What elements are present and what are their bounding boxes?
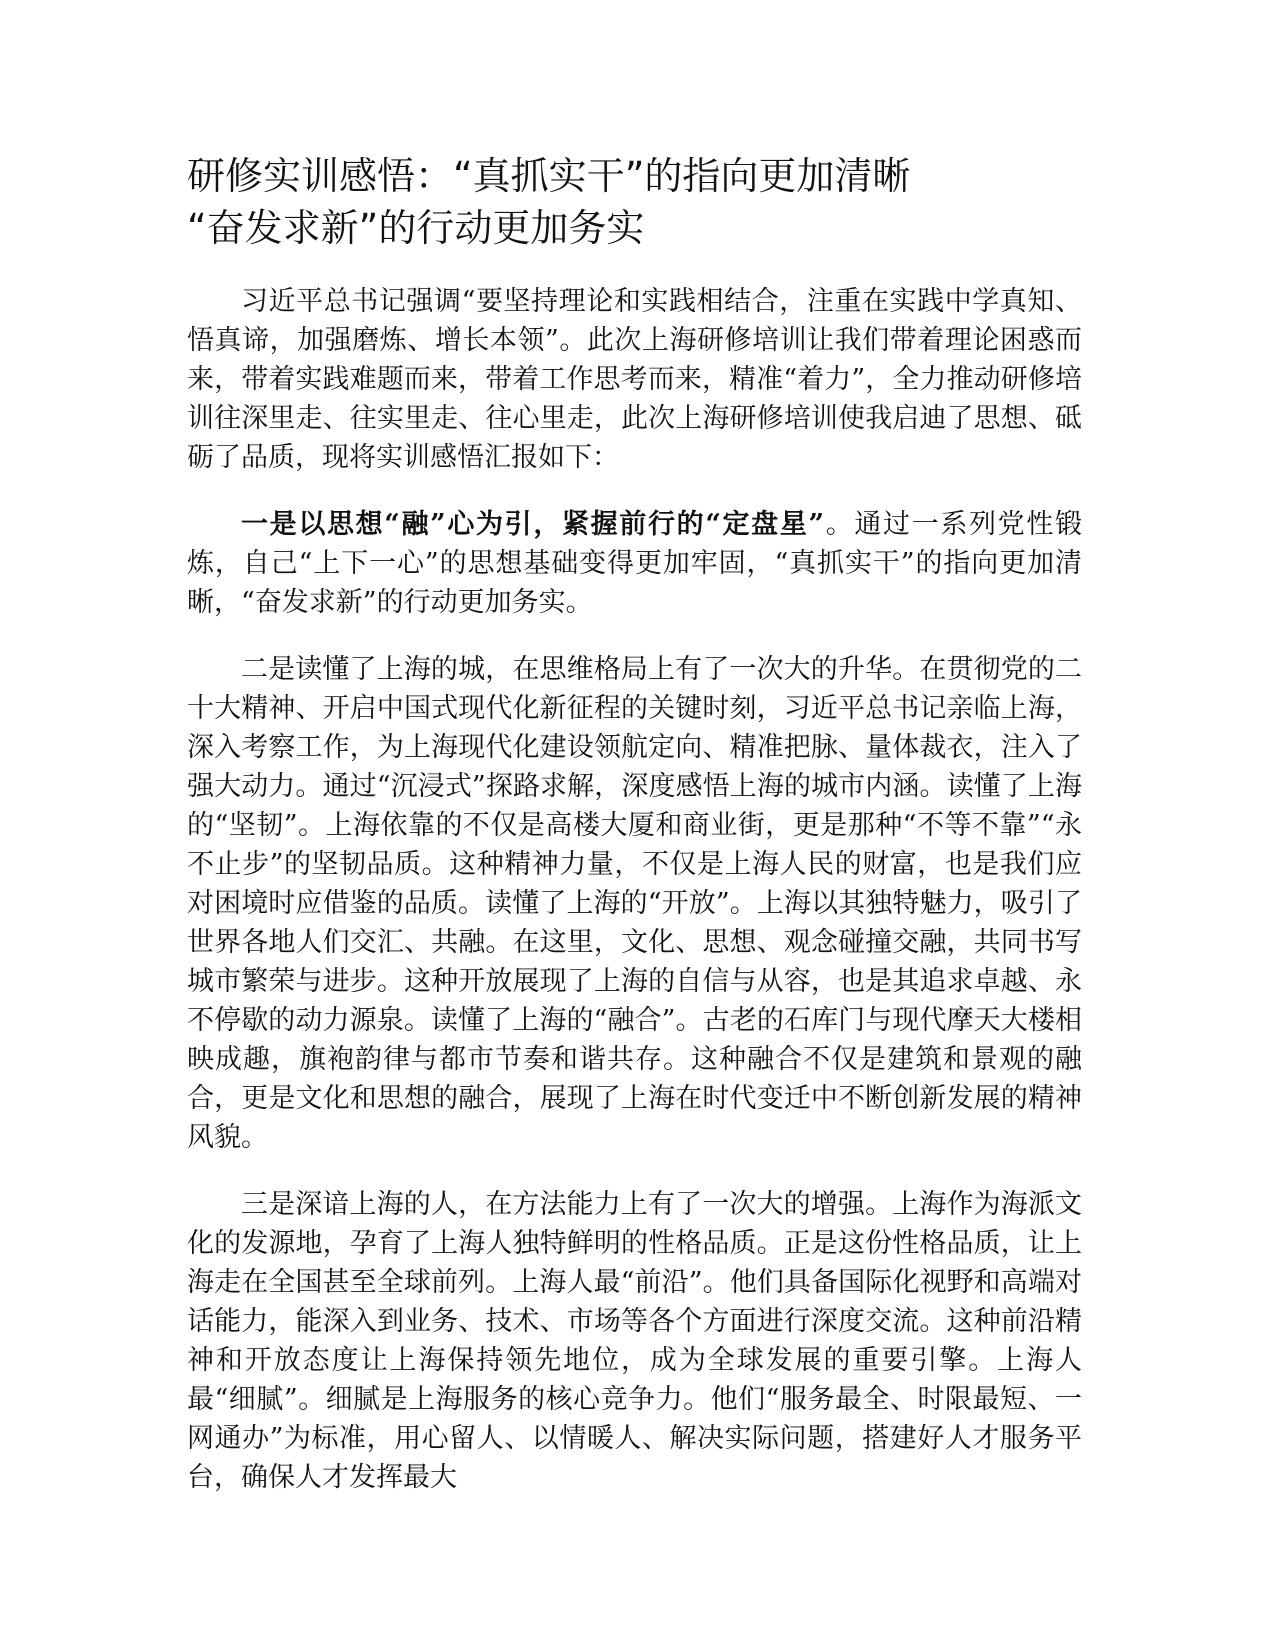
title-line-1: 研修实训感悟：“真抓实干”的指向更加清晰 — [187, 154, 911, 198]
paragraph-text: 二是读懂了上海的城，在思维格局上有了一次大的升华。在贯彻党的二十大精神、开启中国式现代化新征程的关键时刻，习近平总书记亲临上海，深入考察工作，为上海现代化建设领航定向、精准把脉、量体裁衣，注入了强大动力。通过“沉浸式”探路求解，深度感悟上海的城市内涵。读懂了上海的“坚韧”。上海依靠的不仅是高楼大厦和商业街，更是那种“不等不靠”“永不止步”的坚韧品质。这种精神力量，不仅是上海人民的财富，也是我们应对困境时应借鉴的品质。读懂了上海的“开放”。上海以其独特魅力，吸引了世界各地人们交汇、共融。在这里，文化、思想、观念碰撞交融，共同书写城市繁荣与进步。这种开放展现了上海的自信与从容，也是其追求卓越、永不停歇的动力源泉。读懂了上海的“融合”。古老的石库门与现代摩天大楼相映成趣，旗袍韵律与都市节奏和谐共存。这种融合不仅是建筑和景观的融合，更是文化和思想的融合，展现了上海在时代变迁中不断创新发展的精神风貌。 — [187, 654, 1082, 1153]
paragraph-point-3 — [187, 1185, 1082, 1497]
paragraph-intro — [187, 282, 1082, 477]
paragraph-text: 习近平总书记强调“要坚持理论和实践相结合，注重在实践中学真知、悟真谛，加强磨炼、增长本领”。此次上海研修培训让我们带着理论困惑而来，带着实践难题而来，带着工作思考而来，精准“着力”，全力推动研修培训往深里走、往实里走、往心里走，此次上海研修培训使我启迪了思想、砥砺了品质，现将实训感悟汇报如下： — [187, 286, 1082, 473]
paragraph-lead: 一是以思想“融”心为引，紧握前行的“定盘星” — [241, 509, 825, 540]
document-page — [187, 150, 1082, 1525]
paragraph-text: 三是深谙上海的人，在方法能力上有了一次大的增强。上海作为海派文化的发源地，孕育了上海人独特鲜明的性格品质。正是这份性格品质，让上海走在全国甚至全球前列。上海人最“前沿”。他们具备国际化视野和高端对话能力，能深入到业务、技术、市场等各个方面进行深度交流。这种前沿精神和开放态度让上海保持领先地位，成为全球发展的重要引擎。上海人最“细腻”。细腻是上海服务的核心竞争力。他们“服务最全、时限最短、一网通办”为标准，用心留人、以情暖人、解决实际问题，搭建好人才服务平台，确保人才发挥最大 — [187, 1189, 1082, 1493]
paragraph-text: 。通过一系列党性锻炼，自己“上下一心”的思想基础变得更加牢固，“真抓实干”的指向更加清晰，“奋发求新”的行动更加务实。 — [187, 509, 1083, 618]
title-line-2: “奋发求新”的行动更加务实 — [187, 206, 645, 250]
paragraph-point-2 — [187, 650, 1082, 1157]
paragraph-point-1 — [187, 505, 1082, 622]
document-title — [187, 150, 1082, 254]
